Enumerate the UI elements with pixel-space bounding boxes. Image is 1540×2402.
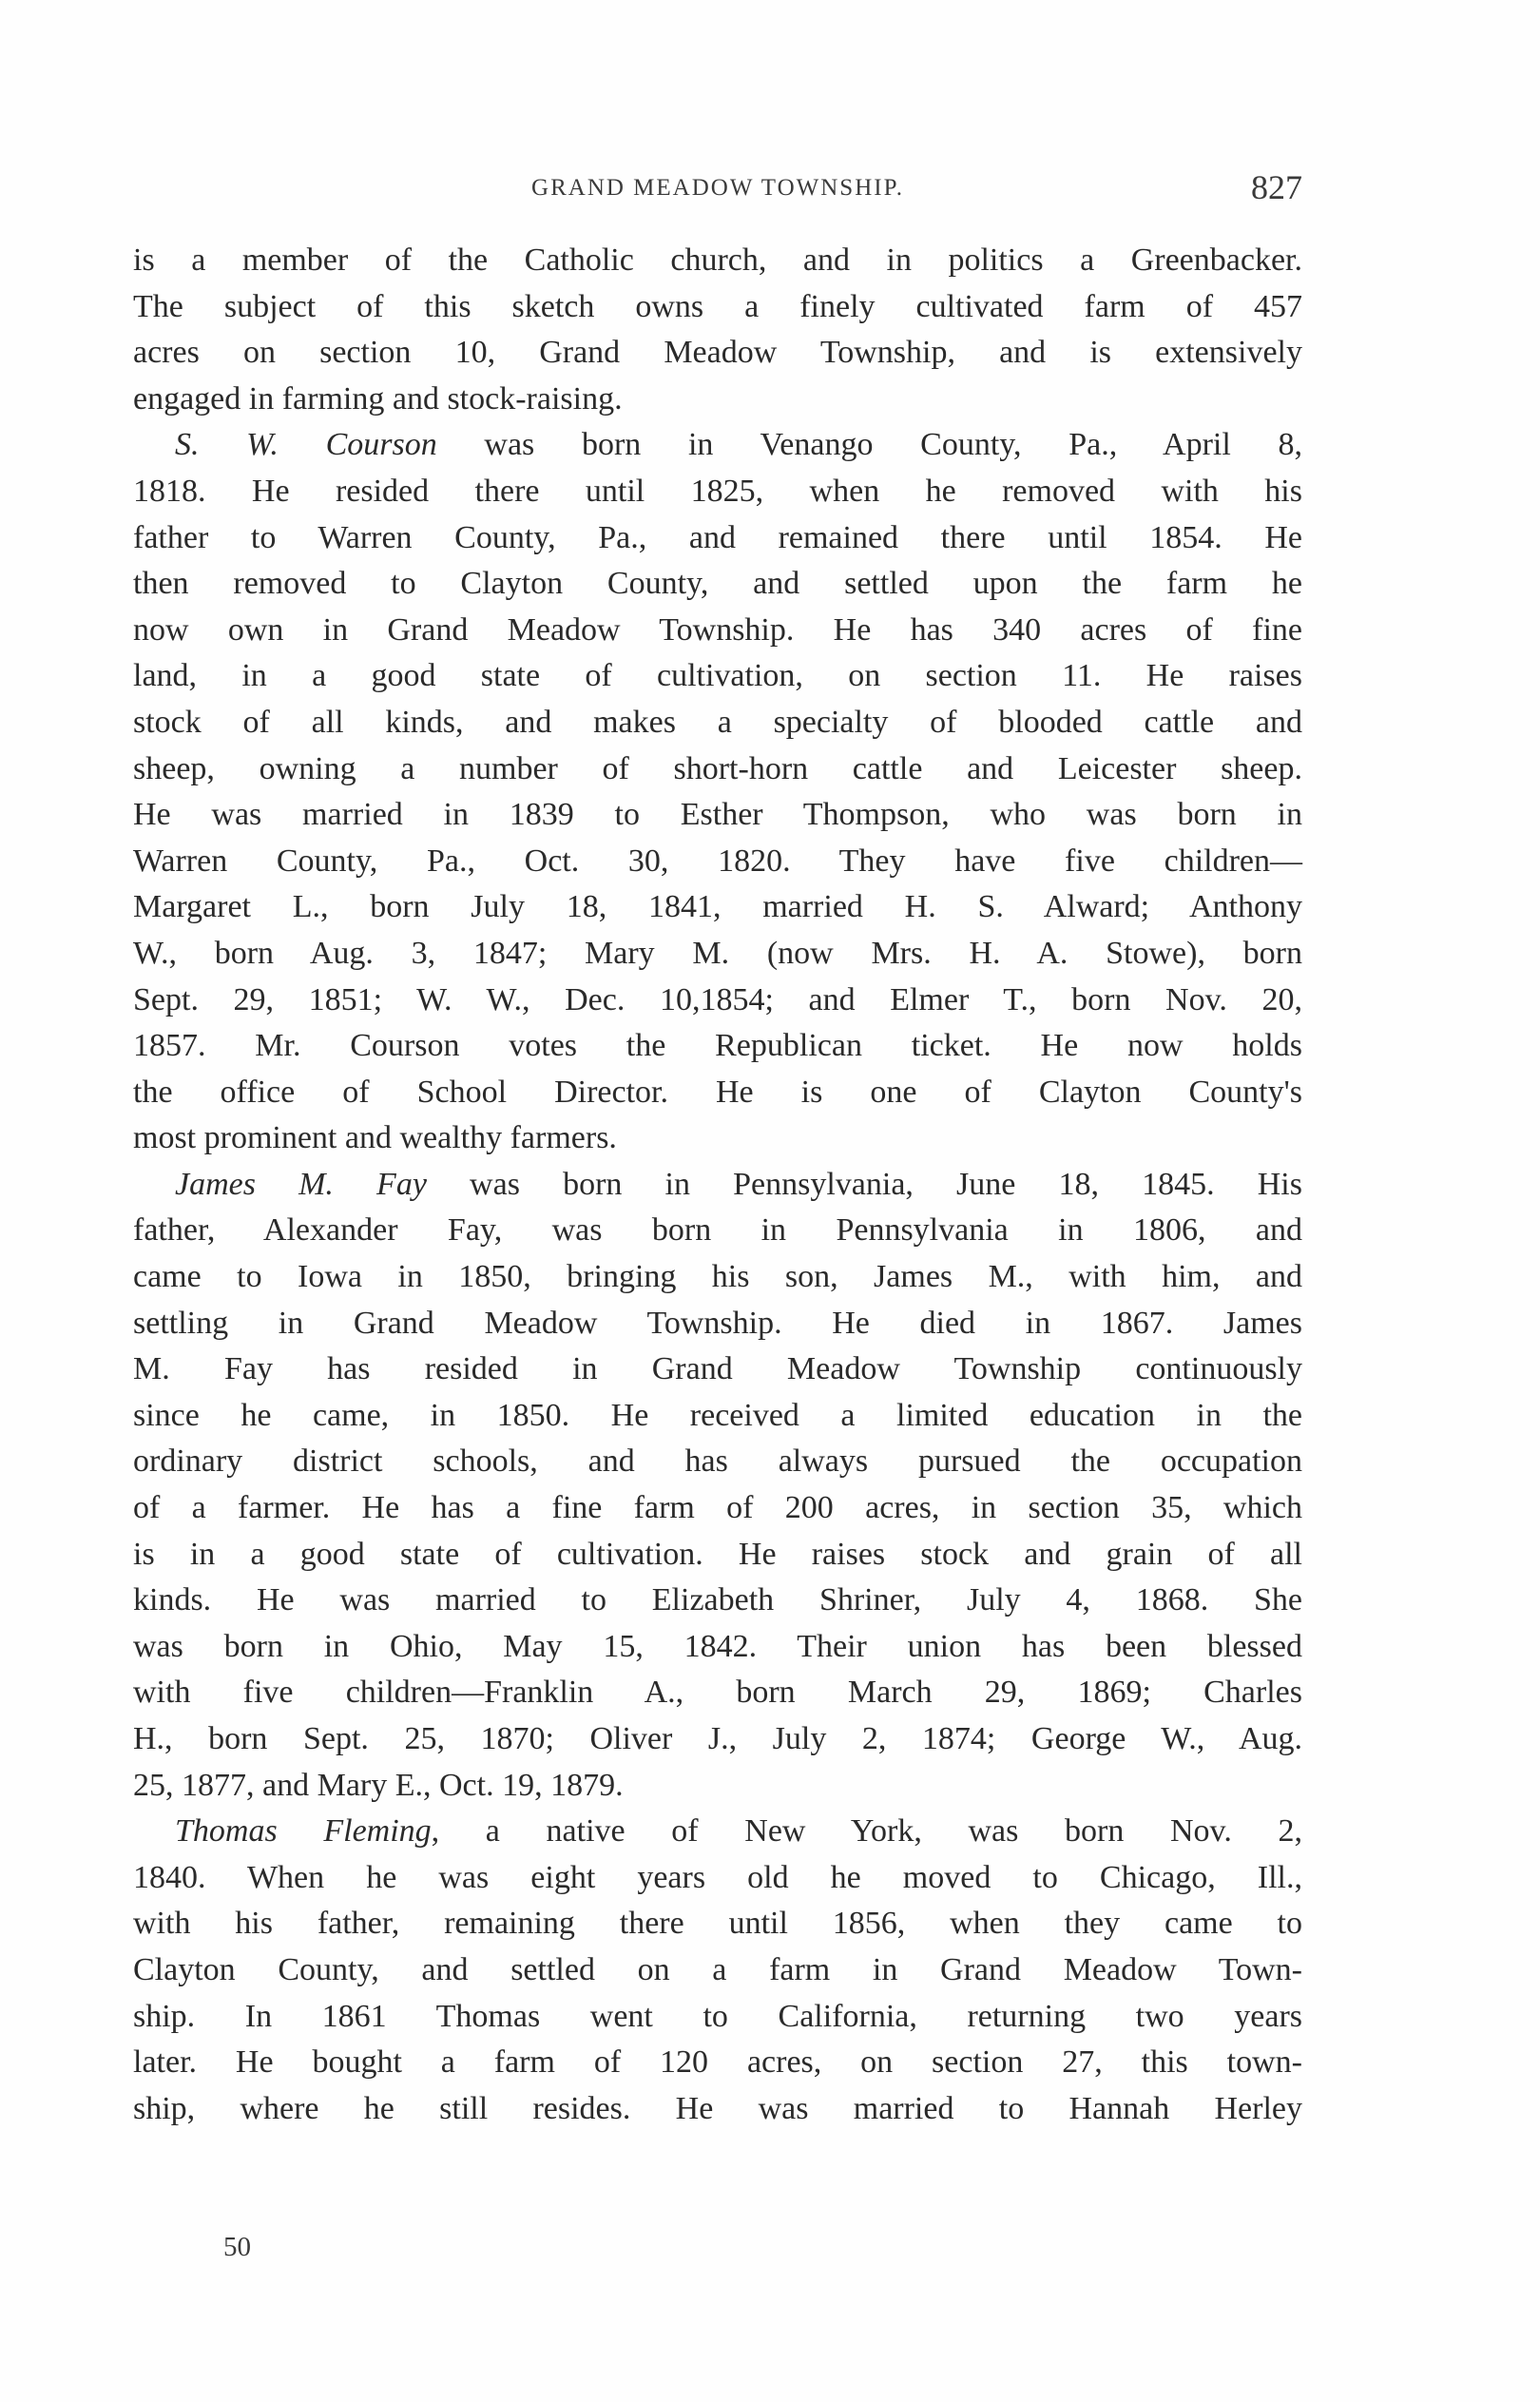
text-line xyxy=(133,2040,1302,2086)
line-text: Clayton County, and settled on a farm in Grand Meadow Town- xyxy=(133,1951,1302,1987)
line-text: Sept. 29, 1851; W. W., Dec. 10,1854; and Elmer T., born Nov. 20, xyxy=(133,981,1302,1017)
text-line xyxy=(133,1624,1302,1671)
text-line xyxy=(133,792,1302,839)
line-text: ship, where he still resides. He was married to Hannah Herley xyxy=(133,2090,1302,2126)
text-line xyxy=(133,978,1302,1024)
line-text: engaged in farming and stock-raising. xyxy=(133,380,623,416)
line-text: was born in Pennsylvania, June 18, 1845. His xyxy=(426,1166,1302,1202)
line-text: 1840. When he was eight years old he moved to Chicago, Ill., xyxy=(133,1859,1302,1895)
text-line xyxy=(133,238,1302,284)
text-line xyxy=(133,2086,1302,2133)
line-text: ordinary district schools, and has always pursued the occupation xyxy=(133,1443,1302,1480)
line-text: father to Warren County, Pa., and remained there until 1854. He xyxy=(133,519,1302,555)
signature-mark: 50 xyxy=(223,2232,251,2262)
text-line xyxy=(133,1070,1302,1116)
text-line xyxy=(133,1162,1302,1209)
text-line xyxy=(133,1208,1302,1254)
line-text: with five children—Franklin A., born March 29, 1869; Charles xyxy=(133,1675,1302,1711)
running-title: GRAND MEADOW TOWNSHIP. xyxy=(531,175,904,201)
text-line xyxy=(133,1115,1302,1162)
line-text: was born in Ohio, May 15, 1842. Their union has been blessed xyxy=(133,1628,1302,1664)
line-text: came to Iowa in 1850, bringing his son, James M., with him, and xyxy=(133,1259,1302,1295)
text-line xyxy=(133,1716,1302,1763)
line-text: 1818. He resided there until 1825, when he removed with his xyxy=(133,473,1302,509)
line-text: , a native of New York, was born Nov. 2, xyxy=(431,1813,1302,1850)
text-line xyxy=(133,1578,1302,1624)
line-text: H., born Sept. 25, 1870; Oliver J., July 2, 1874; George W., Aug. xyxy=(133,1721,1302,1756)
text-line xyxy=(133,653,1302,700)
line-text: sheep, owning a number of short-horn cattle and Leicester sheep. xyxy=(133,750,1302,786)
line-text: The subject of this sketch owns a finely cultivated farm of 457 xyxy=(133,288,1302,324)
text-line xyxy=(133,1393,1302,1440)
line-text: settling in Grand Meadow Township. He died in 1867. James xyxy=(133,1305,1302,1341)
text-line xyxy=(133,330,1302,377)
line-text: kinds. He was married to Elizabeth Shriner, July 4, 1868. She xyxy=(133,1582,1302,1618)
text-line xyxy=(133,561,1302,608)
text-line xyxy=(133,1809,1302,1855)
person-name: James M. Fay xyxy=(175,1166,427,1202)
line-text: W., born Aug. 3, 1847; Mary M. (now Mrs. H. A. Stowe), born xyxy=(133,935,1302,971)
page-number: 827 xyxy=(1251,168,1302,206)
line-text: then removed to Clayton County, and settled upon the farm he xyxy=(133,566,1302,602)
line-text: ship. In 1861 Thomas went to California, returning two years xyxy=(133,1998,1302,2034)
line-text: since he came, in 1850. He received a limited education in the xyxy=(133,1397,1302,1433)
text-line xyxy=(133,1901,1302,1947)
line-text: M. Fay has resided in Grand Meadow Township continuously xyxy=(133,1351,1302,1387)
person-name: S. W. Courson xyxy=(175,427,437,463)
line-text: Margaret L., born July 18, 1841, married H. S. Alward; Anthony xyxy=(133,889,1302,925)
line-text: with his father, remaining there until 1856, when they came to xyxy=(133,1906,1302,1942)
line-text: Warren County, Pa., Oct. 30, 1820. They have five children— xyxy=(133,843,1302,879)
text-line xyxy=(133,884,1302,931)
line-text: 25, 1877, and Mary E., Oct. 19, 1879. xyxy=(133,1767,624,1803)
line-text: is in a good state of cultivation. He raises stock and grain of all xyxy=(133,1536,1302,1572)
text-line xyxy=(133,1485,1302,1532)
line-text: He was married in 1839 to Esther Thompson, who was born in xyxy=(133,797,1302,833)
line-text: now own in Grand Meadow Township. He has 340 acres of fine xyxy=(133,611,1302,648)
text-line xyxy=(133,746,1302,793)
line-text: 1857. Mr. Courson votes the Republican ticket. He now holds xyxy=(133,1028,1302,1064)
line-text: later. He bought a farm of 120 acres, on section 27, this town- xyxy=(133,2044,1302,2081)
line-text: most prominent and wealthy farmers. xyxy=(133,1120,617,1156)
text-line xyxy=(133,469,1302,515)
text-line xyxy=(133,1532,1302,1579)
line-text: is a member of the Catholic church, and in politics a Greenbacker. xyxy=(133,242,1302,278)
text-line xyxy=(133,1763,1302,1810)
text-line xyxy=(133,1994,1302,2041)
text-line xyxy=(133,1855,1302,1902)
text-line xyxy=(133,700,1302,746)
text-line xyxy=(133,1023,1302,1070)
line-text: of a farmer. He has a fine farm of 200 acres, in section 35, which xyxy=(133,1490,1302,1526)
text-line xyxy=(133,1947,1302,1994)
text-line xyxy=(133,1439,1302,1485)
text-line xyxy=(133,931,1302,978)
text-line xyxy=(133,608,1302,654)
person-name: Thomas Fleming xyxy=(175,1813,432,1850)
text-line xyxy=(133,1670,1302,1716)
text-line xyxy=(133,1301,1302,1347)
text-line xyxy=(133,1346,1302,1393)
line-text: stock of all kinds, and makes a specialty of blooded cattle and xyxy=(133,704,1302,740)
line-text: acres on section 10, Grand Meadow Township, and is extensively xyxy=(133,335,1302,371)
text-line xyxy=(133,284,1302,331)
line-text: land, in a good state of cultivation, on section 11. He raises xyxy=(133,658,1302,694)
text-line xyxy=(133,377,1302,423)
text-line xyxy=(133,515,1302,562)
body-text xyxy=(133,238,1302,2132)
text-line xyxy=(133,1254,1302,1301)
line-text: father, Alexander Fay, was born in Pennsylvania in 1806, and xyxy=(133,1212,1302,1249)
line-text: the office of School Director. He is one of Clayton County's xyxy=(133,1074,1302,1110)
running-head xyxy=(133,167,1302,209)
text-line xyxy=(133,839,1302,885)
line-text: was born in Venango County, Pa., April 8, xyxy=(436,427,1302,463)
text-line xyxy=(133,422,1302,469)
